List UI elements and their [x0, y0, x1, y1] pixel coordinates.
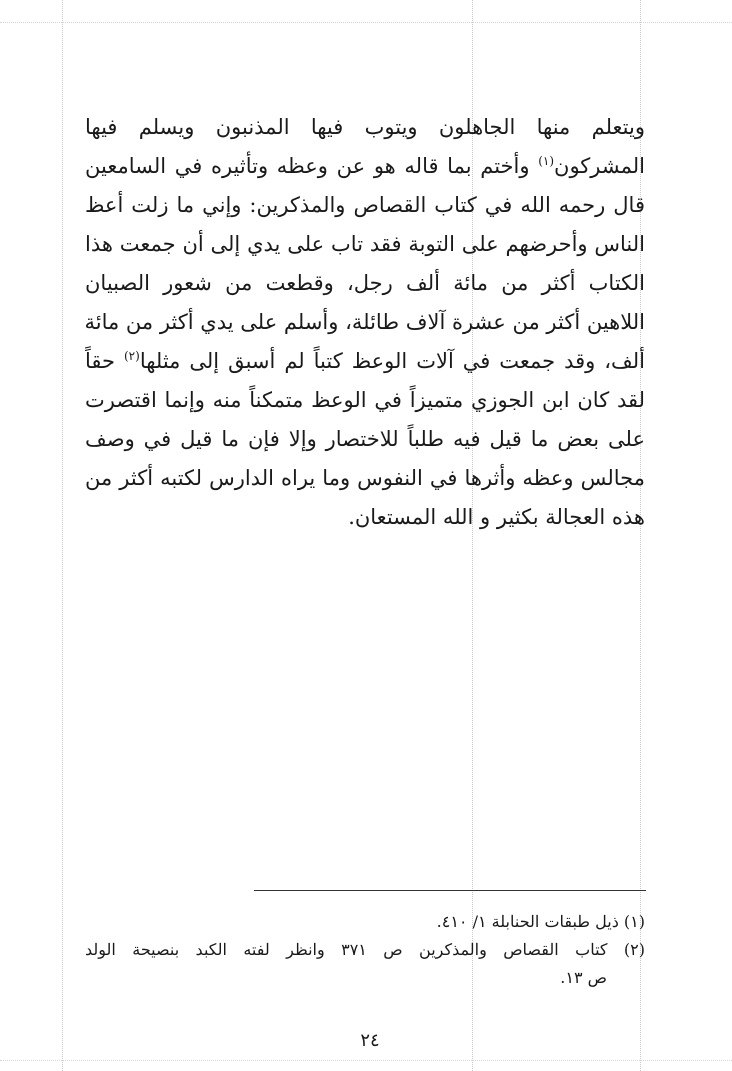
text-line-4: الناس وأحرضهم على التوبة فقد تاب على يدي إلى أن جمعت هذا [85, 232, 645, 256]
text-line-2 [85, 147, 645, 186]
text-line-1: ويتعلم منها الجاهلون ويتوب فيها المذنبون ويسلم فيها [85, 115, 645, 139]
footnote-marker-2: (٢) [123, 349, 140, 363]
body-text [85, 108, 645, 537]
footnote-2: (٢) كتاب القصاص والمذكرين ص ٣٧١ وانظر لفته الكبد بنصيحة الولد [85, 940, 645, 959]
footnote-1: (١) ذيل طبقات الحنابلة ١/ ٤١٠. [436, 912, 645, 931]
text-line-7-start: ألف، وقد جمعت في آلات الوعظ كتباً لم أسبق إلى مثلها [139, 349, 645, 373]
text-line-11: هذه العجالة بكثير و الله المستعان. [348, 505, 645, 529]
text-line-2-start: المشركون [554, 154, 645, 178]
text-line-5: الكتاب أكثر من مائة ألف رجل، وقطعت من شعور الصبيان [85, 271, 645, 295]
text-line-9: على بعض ما قيل فيه طلباً للاختصار وإلا فإن ما قيل في وصف [85, 427, 645, 451]
text-line-3: قال رحمه الله في كتاب القصاص والمذكرين: وإني ما زلت أعظ [85, 193, 645, 217]
footnote-divider [254, 890, 646, 891]
text-line-6: اللاهين أكثر من عشرة آلاف طائلة، وأسلم على يدي أكثر من مائة [85, 310, 645, 334]
footnote-2-continuation: ص ١٣. [560, 968, 607, 987]
text-line-8: لقد كان ابن الجوزي متميزاً في الوعظ متمكناً منه وإنما اقتصرت [85, 388, 645, 412]
text-line-10: مجالس وعظه وأثرها في النفوس وما يراه الدارس لكتبه أكثر من [85, 466, 645, 490]
footnotes [85, 908, 645, 992]
text-line-2-end: وأختم بما قاله هو عن وعظه وتأثيره في السامعين [85, 154, 530, 178]
text-line-7-end: حقاً [85, 349, 116, 373]
text-line-7 [85, 342, 645, 381]
footnote-marker-1: (١) [538, 154, 555, 168]
page-number: ٢٤ [360, 1030, 380, 1051]
